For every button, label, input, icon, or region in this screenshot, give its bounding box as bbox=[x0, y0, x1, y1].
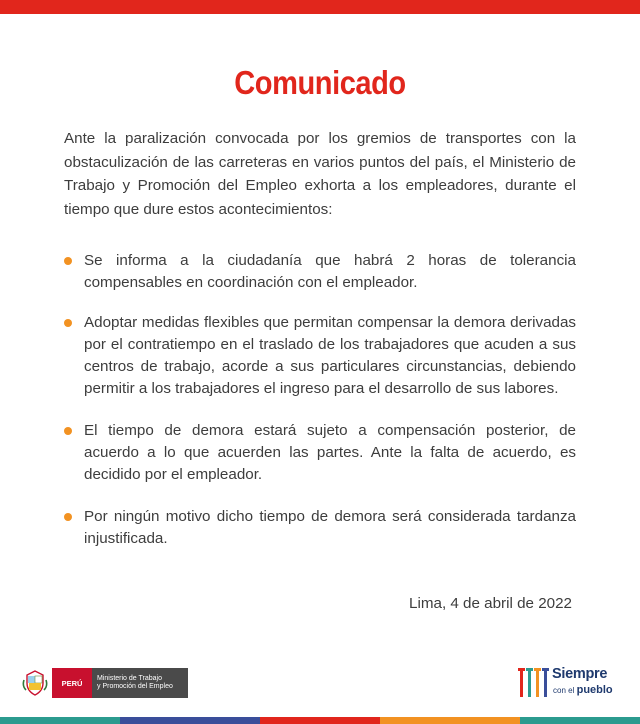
intro-paragraph: Ante la paralización convocada por los gremios de transportes con la obstaculización de las carreteras en varios puntos del país, el Ministerio de Trabajo y Promoción del Empleo exhorta a los empleadores, durante el tiempo que dure estos acontecimientos: bbox=[64, 130, 576, 218]
stripe-segment bbox=[520, 717, 640, 724]
peru-label: PERÚ bbox=[52, 668, 92, 698]
bullet-dot-icon bbox=[64, 257, 72, 265]
stripe-segment bbox=[120, 717, 260, 724]
bullet-list bbox=[64, 250, 576, 570]
bullet-text: Se informa a la ciudadanía que habrá 2 horas de tolerancia compensables en coordinación con el empleador. bbox=[84, 252, 576, 291]
siempre-con-el-pueblo-logo bbox=[516, 664, 626, 702]
list-item bbox=[64, 420, 576, 486]
stripe-segment bbox=[380, 717, 520, 724]
people-figures-icon bbox=[516, 666, 550, 700]
coat-of-arms-icon bbox=[22, 668, 48, 698]
list-item bbox=[64, 506, 576, 550]
ministry-logo bbox=[22, 668, 188, 698]
bullet-dot-icon bbox=[64, 427, 72, 435]
slogan-prefix: con el bbox=[553, 686, 575, 695]
list-item bbox=[64, 312, 576, 400]
ministry-label bbox=[92, 668, 188, 698]
bottom-color-stripe bbox=[0, 717, 640, 724]
bullet-text: El tiempo de demora estará sujeto a compensación posterior, de acuerdo a lo que acuerden las partes. Ante la falta de acuerdo, es decidido por el empleador. bbox=[84, 422, 576, 483]
bullet-text: Por ningún motivo dicho tiempo de demora será considerada tardanza injustificada. bbox=[84, 508, 576, 547]
stripe-segment bbox=[260, 717, 380, 724]
bullet-dot-icon bbox=[64, 319, 72, 327]
place-date: Lima, 4 de abril de 2022 bbox=[409, 595, 572, 612]
bullet-dot-icon bbox=[64, 513, 72, 521]
stripe-segment bbox=[0, 717, 120, 724]
slogan-word-siempre: Siempre bbox=[552, 666, 608, 682]
slogan-main: pueblo bbox=[576, 684, 613, 696]
list-item bbox=[64, 250, 576, 294]
bullet-text: Adoptar medidas flexibles que permitan compensar la demora derivadas por el contratiempo en el traslado de los trabajadores que acuden a sus centros de trabajo, acorde a sus particulares circunstancias, debiendo permitir a los trabajadores el ingreso para el desarrollo de sus labores. bbox=[84, 314, 576, 397]
ministry-line-2: y Promoción del Empleo bbox=[97, 683, 173, 690]
ministry-line-1: Ministerio de Trabajo bbox=[97, 675, 162, 682]
page-title: Comunicado bbox=[234, 64, 406, 101]
slogan-word-pueblo bbox=[553, 684, 613, 696]
top-red-bar bbox=[0, 0, 640, 14]
